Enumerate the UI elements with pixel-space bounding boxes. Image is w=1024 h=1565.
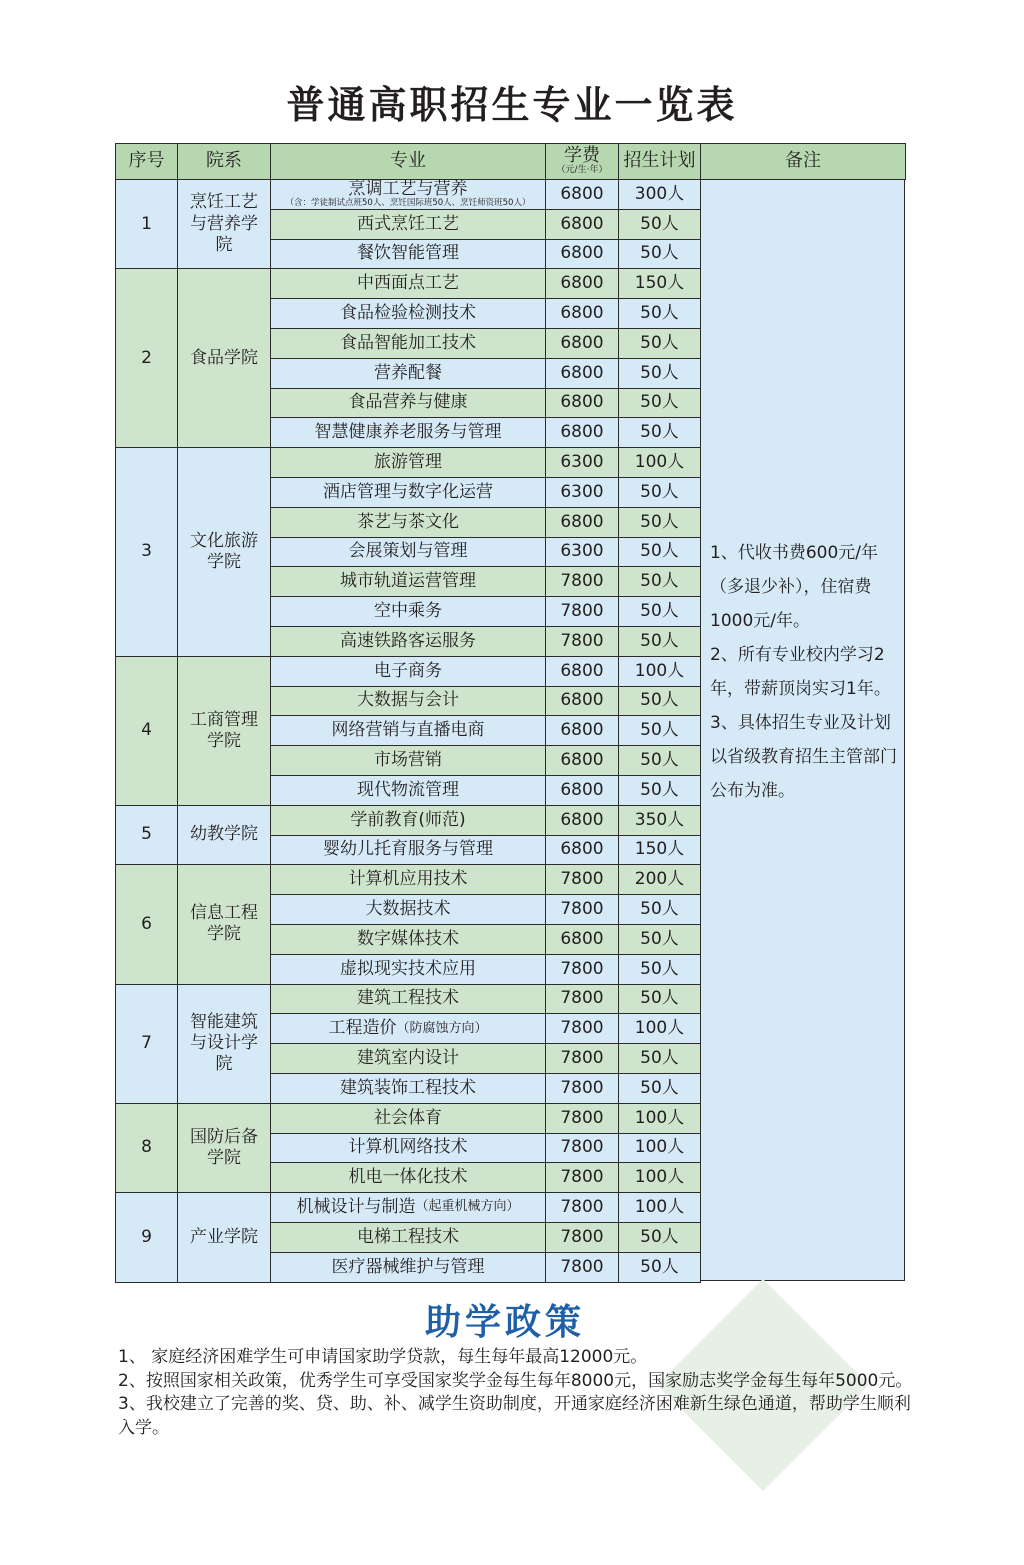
header-no: 序号 [115,143,178,180]
group-number: 3 [115,447,178,657]
plan-value: 50人 [618,239,701,270]
fee-value: 6800 [545,388,619,419]
group-number: 2 [115,268,178,448]
header-fee-unit: （元/生·年） [556,165,608,176]
fee-value: 7800 [545,626,619,657]
plan-value: 50人 [618,596,701,627]
major-name: 婴幼儿托育服务与管理 [270,835,546,866]
plan-value: 50人 [618,417,701,448]
fee-value: 7800 [545,1103,619,1134]
plan-value: 50人 [618,298,701,329]
fee-value: 7800 [545,1013,619,1044]
plan-value: 50人 [618,328,701,359]
plan-value: 50人 [618,954,701,985]
major-name: 空中乘务 [270,596,546,627]
plan-value: 50人 [618,507,701,538]
header-plan: 招生计划 [618,143,701,180]
major-name: 酒店管理与数字化运营 [270,477,546,508]
group-number: 8 [115,1103,178,1193]
plan-value: 100人 [618,1103,701,1134]
major-name: 旅游管理 [270,447,546,478]
fee-value: 7800 [545,984,619,1015]
plan-value: 50人 [618,477,701,508]
major-name: 电子商务 [270,656,546,687]
major-name: 虚拟现实技术应用 [270,954,546,985]
major-label: 机械设计与制造 [296,1196,416,1217]
fee-value: 7800 [545,566,619,597]
major-label: 烹调工艺与营养 [348,179,468,200]
major-name: 中西面点工艺 [270,268,546,299]
fee-value: 6300 [545,477,619,508]
fee-value: 6800 [545,775,619,806]
major-name: 茶艺与茶文化 [270,507,546,538]
plan-value: 350人 [618,805,701,836]
major-name: 建筑室内设计 [270,1043,546,1074]
policy-title: 助学政策 [424,1302,585,1343]
plan-value: 200人 [618,864,701,895]
plan-value: 50人 [618,686,701,717]
header-fee-label: 学费 [564,145,600,167]
group-number: 7 [115,984,178,1104]
plan-value: 100人 [618,1013,701,1044]
fee-value: 6800 [545,656,619,687]
fee-value: 7800 [545,1073,619,1104]
group-dept: 烹饪工艺与营养学院 [177,179,271,269]
plan-value: 150人 [618,835,701,866]
fee-value: 6800 [545,715,619,746]
major-name: 学前教育(师范) [270,805,546,836]
fee-value: 6800 [545,805,619,836]
plan-value: 300人 [618,179,701,210]
major-name: 食品智能加工技术 [270,328,546,359]
major-name: 机电一体化技术 [270,1162,546,1193]
major-name: 市场营销 [270,745,546,776]
major-name: 大数据与会计 [270,686,546,717]
major-name: 现代物流管理 [270,775,546,806]
major-name [270,1192,546,1223]
fee-value: 6800 [545,686,619,717]
group-dept: 文化旅游学院 [177,447,271,657]
major-name: 营养配餐 [270,358,546,389]
major-name: 会展策划与管理 [270,537,546,568]
plan-value: 50人 [618,1043,701,1074]
plan-value: 50人 [618,537,701,568]
group-dept: 幼教学院 [177,805,271,866]
fee-value: 7800 [545,1192,619,1223]
group-dept: 产业学院 [177,1192,271,1282]
major-name [270,1013,546,1044]
fee-value: 6800 [545,268,619,299]
major-name: 建筑装饰工程技术 [270,1073,546,1104]
fee-value: 6800 [545,209,619,240]
fee-value: 7800 [545,1252,619,1283]
group-number: 4 [115,656,178,806]
major-name: 大数据技术 [270,894,546,925]
plan-value: 100人 [618,447,701,478]
fee-value: 6800 [545,835,619,866]
plan-value: 50人 [618,1073,701,1104]
page-title: 普通高职招生专业一览表 [286,83,738,127]
remark-item: 2、所有专业校内学习2年，带薪顶岗实习1年。 [710,645,891,699]
remark-item: 1、代收书费600元/年（多退少补），住宿费1000元/年。 [710,543,878,631]
group-dept: 食品学院 [177,268,271,448]
major-name: 建筑工程技术 [270,984,546,1015]
plan-value: 50人 [618,358,701,389]
plan-value: 100人 [618,1133,701,1164]
fee-value: 7800 [545,954,619,985]
plan-value: 50人 [618,745,701,776]
header-remark: 备注 [700,143,906,180]
major-name: 数字媒体技术 [270,924,546,955]
major-note: （起重机械方向） [415,1199,520,1215]
major-name: 计算机应用技术 [270,864,546,895]
major-name: 电梯工程技术 [270,1222,546,1253]
header-dept: 院系 [177,143,271,180]
plan-value: 50人 [618,775,701,806]
major-name: 高速铁路客运服务 [270,626,546,657]
fee-value: 6300 [545,447,619,478]
plan-value: 50人 [618,209,701,240]
plan-value: 150人 [618,268,701,299]
fee-value: 6800 [545,924,619,955]
policy-item: 1、 家庭经济困难学生可申请国家助学贷款，每生每年最高12000元。 [118,1347,648,1367]
fee-value: 7800 [545,1162,619,1193]
fee-value: 6800 [545,179,619,210]
plan-value: 50人 [618,924,701,955]
major-name: 智慧健康养老服务与管理 [270,417,546,448]
major-name [270,179,546,210]
fee-value: 6800 [545,507,619,538]
remarks-list [710,536,906,808]
policy-item: 2、按照国家相关政策，优秀学生可享受国家奖学金每生每年8000元，国家励志奖学金每生每年5000元。 [118,1370,913,1391]
major-name: 食品营养与健康 [270,388,546,419]
major-name: 网络营销与直播电商 [270,715,546,746]
remark-item: 3、具体招生专业及计划以省级教育招生主管部门公布为准。 [710,713,897,801]
remarks-cell [700,179,905,1281]
plan-value: 100人 [618,1162,701,1193]
group-dept: 国防后备学院 [177,1103,271,1193]
major-name: 医疗器械维护与管理 [270,1252,546,1283]
group-number: 1 [115,179,178,269]
fee-value: 7800 [545,1133,619,1164]
plan-value: 50人 [618,1252,701,1283]
fee-value: 6800 [545,358,619,389]
major-note: （含：学徒制试点班50人、烹饪国际班50人、烹饪师资班50人） [285,198,531,209]
major-name: 食品检验检测技术 [270,298,546,329]
plan-value: 50人 [618,626,701,657]
group-number: 5 [115,805,178,866]
fee-value: 7800 [545,894,619,925]
plan-value: 50人 [618,566,701,597]
fee-value: 7800 [545,1043,619,1074]
fee-value: 6800 [545,298,619,329]
group-dept: 信息工程学院 [177,864,271,984]
fee-value: 7800 [545,1222,619,1253]
major-label: 工程造价 [328,1018,397,1039]
major-name: 社会体育 [270,1103,546,1134]
fee-value: 6300 [545,537,619,568]
fee-value: 6800 [545,417,619,448]
fee-value: 7800 [545,596,619,627]
group-dept: 工商管理学院 [177,656,271,806]
header-major: 专业 [270,143,546,180]
major-name: 西式烹饪工艺 [270,209,546,240]
plan-value: 50人 [618,894,701,925]
plan-value: 100人 [618,656,701,687]
major-name: 城市轨道运营管理 [270,566,546,597]
plan-value: 100人 [618,1192,701,1223]
major-name: 计算机网络技术 [270,1133,546,1164]
policy-item: 3、我校建立了完善的奖、贷、助、补、减学生资助制度，开通家庭经济困难新生绿色通道，帮助学生顺利入学。 [118,1394,911,1438]
plan-value: 50人 [618,1222,701,1253]
plan-value: 50人 [618,715,701,746]
fee-value: 7800 [545,864,619,895]
major-name: 餐饮智能管理 [270,239,546,270]
fee-value: 6800 [545,328,619,359]
group-number: 9 [115,1192,178,1282]
group-dept: 智能建筑与设计学院 [177,984,271,1104]
plan-value: 50人 [618,388,701,419]
major-note: （防腐蚀方向） [396,1020,488,1036]
fee-value: 6800 [545,239,619,270]
policy-list [118,1346,918,1440]
group-number: 6 [115,864,178,984]
header-fee [545,143,619,180]
plan-value: 50人 [618,984,701,1015]
fee-value: 6800 [545,745,619,776]
